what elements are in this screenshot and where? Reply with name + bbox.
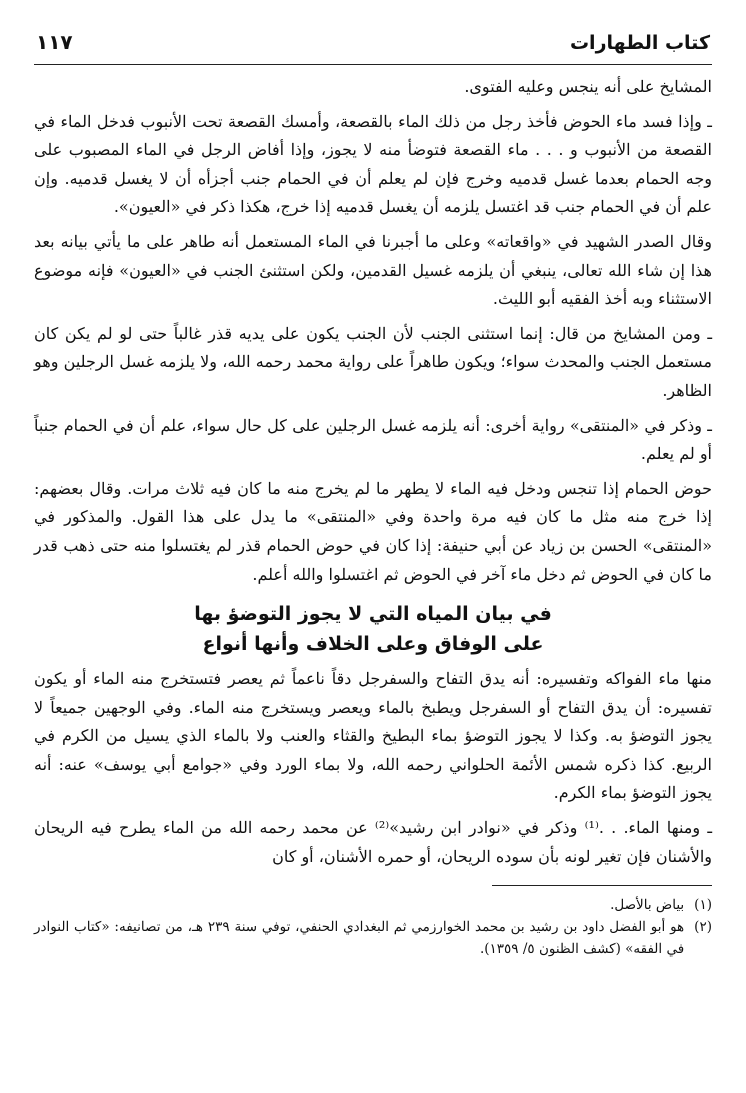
- page-number: ١١٧: [36, 30, 73, 54]
- footnote-divider: [492, 885, 712, 886]
- footnote-text: هو أبو الفضل داود بن رشيد بن محمد الخوارزمي ثم البغدادي الحنفي، توفي سنة ٢٣٩ هـ، من تصانيفه: «كتاب النوادر في الفقه» (كشف الظنون ٥/ ١٣٥٩).: [34, 919, 685, 958]
- paragraph: حوض الحمام إذا تنجس ودخل فيه الماء لا يطهر ما لم يخرج منه ما كان فيه ثلاث مرات. وقال بعضهم: إذا خرج منه مثل ما كان فيه مرة واحدة وفي «المنتقى» ما يدل على هذا القول. والمذكور في «المنتقى» الحسن بن زياد عن أبي حنيفة: إذا كان في حوض الحمام قذر لم يغتسلوا منه حتى ذهب قدر ما كان في الحوض ثم دخل ماء آخر في الحوض ثم اغتسلوا والله أعلم.: [34, 478, 713, 584]
- paragraph: المشايخ على أنه ينجس وعليه الفتوى.: [464, 77, 712, 96]
- paragraph: منها ماء الفواكه وتفسيره: أنه يدق التفاح والسفرجل دقاً ناعماً ثم يعصر فتستخرج منه الماء أو يكون تفسيره: أن يدق التفاح أو السفرجل ويطبخ بالماء ويعصر ويستخرج منه الماء. وفي الوجهين جميعاً لا يجوز التوضؤ به. وكذا لا يجوز التوضؤ بماء البطيخ والقثاء والعنب ولا بالماء الذي يسيل من الكرم في الربيع. كذا ذكره شمس الأئمة الحلواني رحمه الله، ولا بماء الورد وفي «جوامع أبي يوسف» عنه: أنه يجوز التوضؤ بماء الكرم.: [34, 669, 712, 803]
- footnote: [34, 894, 712, 916]
- footnote-number: (٢): [694, 919, 712, 936]
- footnote: [34, 916, 712, 960]
- paragraph: ـ وذكر في «المنتقى» رواية أخرى: أنه يلزمه غسل الرجلين على كل حال سواء، علم أن في الحمام جنباً أو لم يعلم.: [34, 415, 712, 464]
- section-heading-line-1: في بيان المياه التي لا يجوز التوضؤ بها: [194, 603, 552, 626]
- paragraph: ـ ومنها الماء. . .⁽¹⁾ وذكر في «نوادر ابن رشيد»⁽²⁾ عن محمد رحمه الله من الماء يطرح فيه الريحان والأشنان فإن تغير لونه بأن سوده الريحان، أو حمره الأشنان، أو كان: [34, 818, 713, 866]
- running-title: كتاب الطهارات: [569, 32, 710, 54]
- paragraph: ـ وإذا فسد ماء الحوض فأخذ رجل من ذلك الماء بالقصعة، وأمسك القصعة تحت الأنبوب فدخل الماء في القصعة من الأنبوب و . . . ماء القصعة فتوضأ منه لا يجوز، وإذا أفاض الرجل في الماء المصبوب على وجه الحمام بعدما غسل قدميه وخرج فإن لم يعلم أن في الحمام جنب أجزأه أن لا يغسل قدميه. وإن علم أن في الحمام جنب قد اغتسل يلزمه أن يغسل قدميه إذا خرج، هكذا ذكر في «العيون».: [34, 111, 712, 217]
- document-page: [34, 30, 712, 1080]
- paragraph: ـ ومن المشايخ من قال: إنما استثنى الجنب لأن الجنب يكون على يديه قذر غالباً حتى لو لم يكن كان مستعمل الجنب والمحدث سواء؛ ويكون طاهراً على رواية محمد رحمه الله، ولا يلزمه غسل الرجلين وهو الظاهر.: [34, 323, 713, 400]
- section-heading-line-2: على الوفاق وعلى الخلاف وأنها أنواع: [202, 633, 544, 656]
- footnote-number: (١): [694, 897, 712, 914]
- paragraph: وقال الصدر الشهيد في «واقعاته» وعلى ما أجبرنا في الماء المستعمل أنه طاهر على ما يأتي بيانه بعد هذا إن شاء الله تعالى، ينبغي أن يلزمه غسيل القدمين، ولكن استثنئ الجنب في «العيون» فإنه موضوع الاستثناء وبه أخذ الفقيه أبو الليث.: [34, 231, 713, 309]
- footnote-text: بياض بالأصل.: [610, 897, 685, 914]
- section-heading: [34, 599, 712, 659]
- page-header: [34, 30, 712, 65]
- footnotes: [34, 894, 712, 960]
- page-body: [34, 73, 712, 871]
